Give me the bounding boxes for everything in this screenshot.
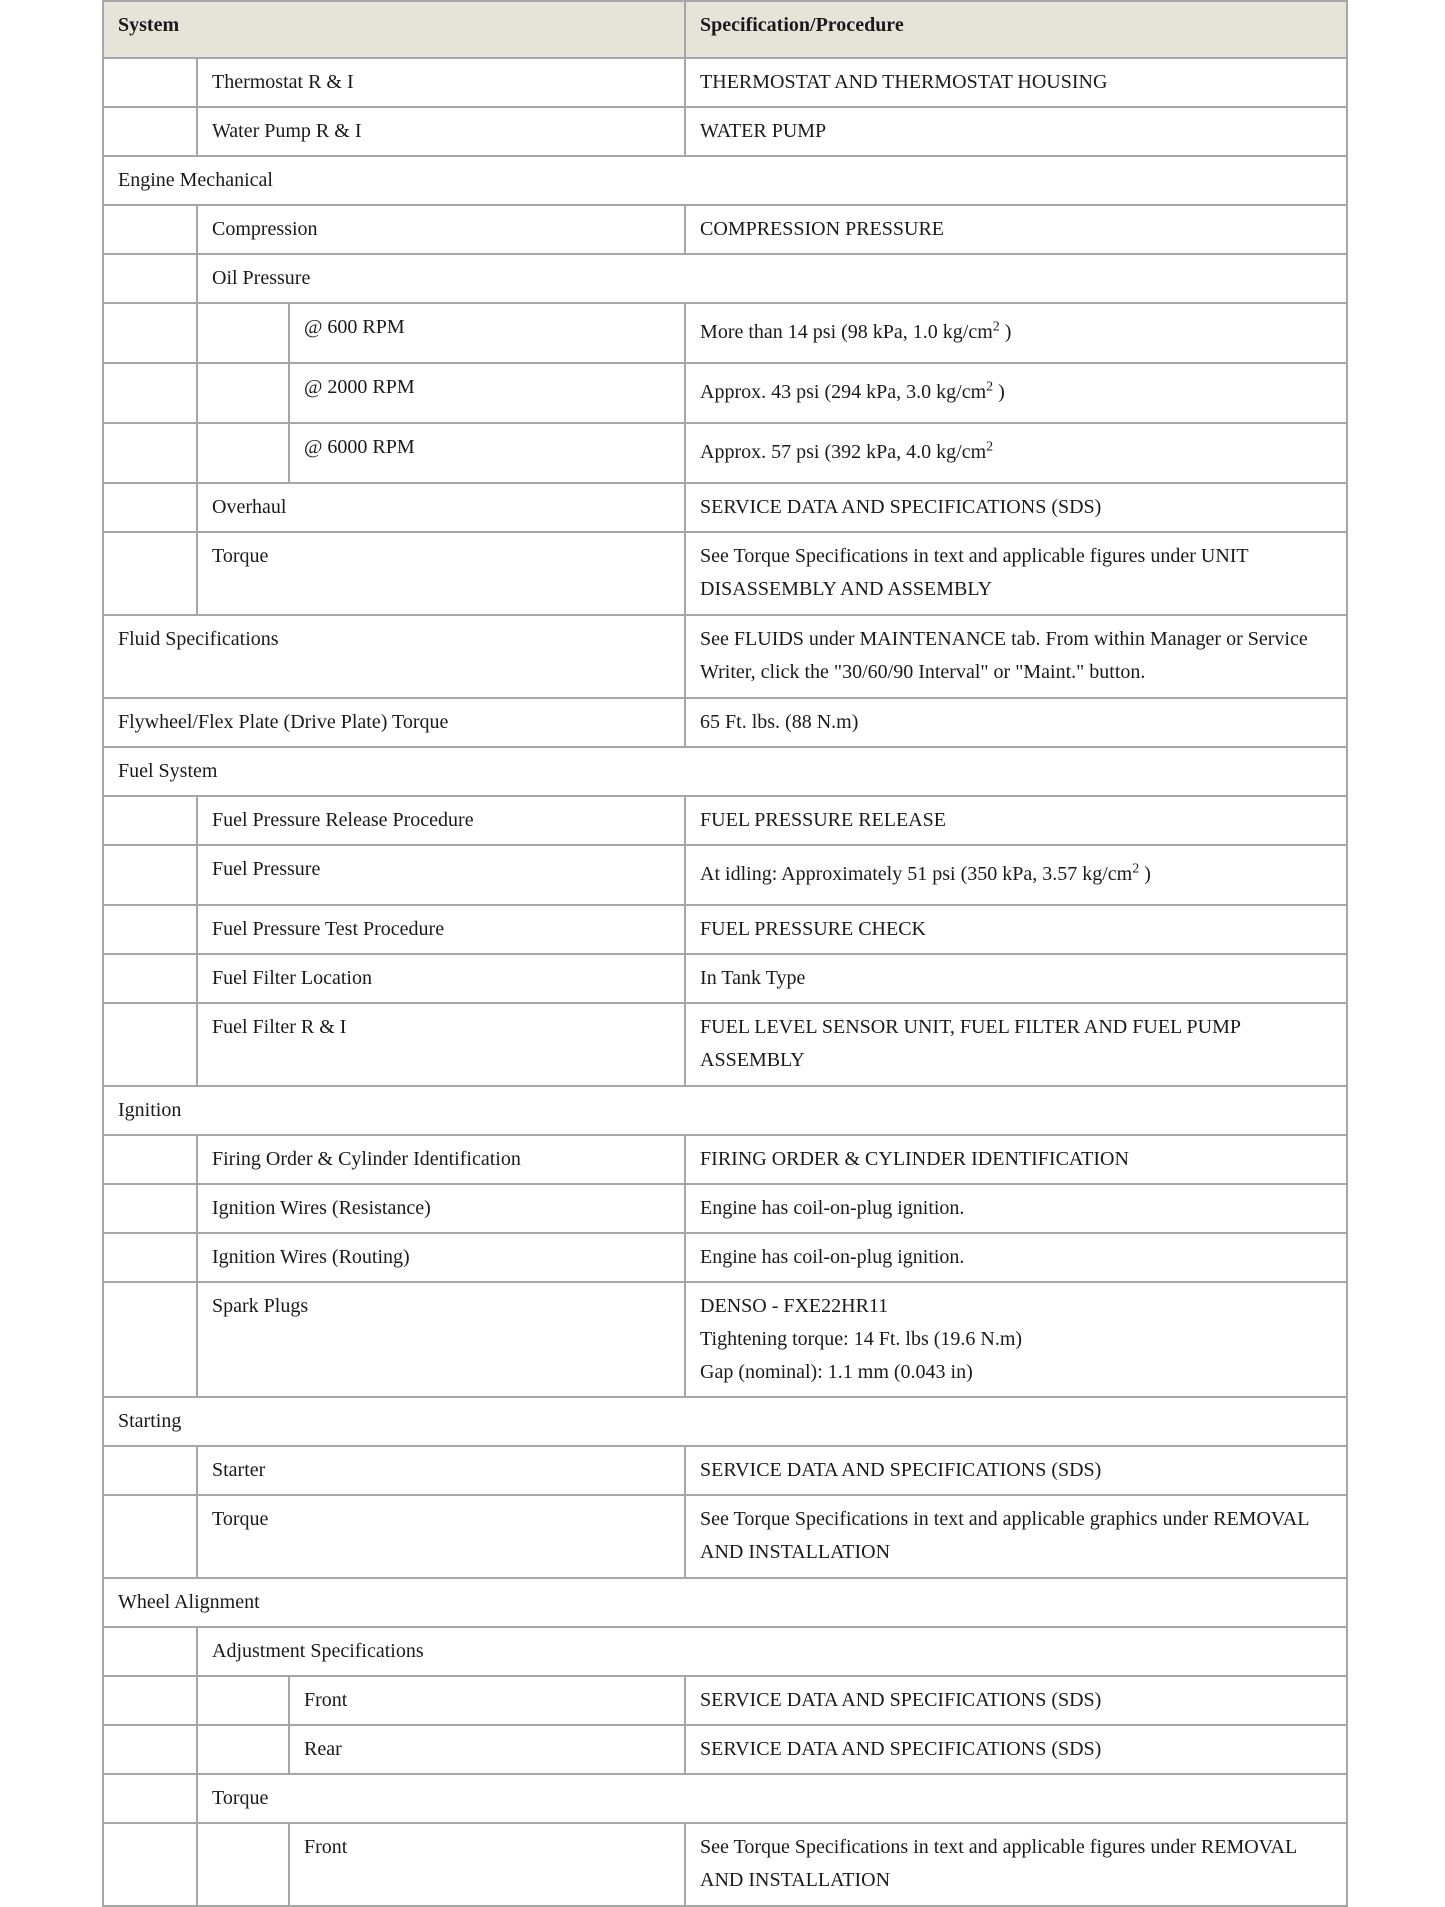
table-row (103, 845, 1347, 905)
spec-cell: In Tank Type (685, 954, 1347, 1003)
table-row (103, 363, 1347, 423)
spec-cell: Engine has coil-on-plug ignition. (685, 1233, 1347, 1282)
spec-cell: FUEL LEVEL SENSOR UNIT, FUEL FILTER AND FUEL PUMP ASSEMBLY (685, 1003, 1347, 1086)
table-row (103, 615, 1347, 698)
system-label-cell: @ 2000 RPM (289, 363, 685, 423)
indent-cell (197, 363, 289, 423)
indent-cell (103, 1135, 197, 1184)
indent-cell (103, 532, 197, 615)
spec-text: At idling: Approximately 51 psi (350 kPa, 3.57 kg/cm (700, 863, 1133, 885)
spec-cell: WATER PUMP (685, 107, 1347, 156)
system-label-cell: Adjustment Specifications (197, 1627, 1347, 1676)
table-row (103, 1282, 1347, 1397)
table-row (103, 483, 1347, 532)
indent-cell (103, 1495, 197, 1578)
indent-cell (103, 483, 197, 532)
system-label-cell: Spark Plugs (197, 1282, 685, 1397)
spec-line: DENSO - FXE22HR11 (700, 1295, 889, 1317)
system-label-cell: Oil Pressure (197, 254, 1347, 303)
indent-cell (103, 954, 197, 1003)
indent-cell (103, 1184, 197, 1233)
indent-cell (103, 205, 197, 254)
superscript: 2 (986, 439, 994, 455)
spec-cell: FIRING ORDER & CYLINDER IDENTIFICATION (685, 1135, 1347, 1184)
system-label-cell: Front (289, 1823, 685, 1906)
system-column-header: System (103, 1, 685, 58)
indent-cell (103, 1233, 197, 1282)
superscript: 2 (992, 319, 1000, 335)
system-label-cell: Torque (197, 1774, 1347, 1823)
system-label-cell: Wheel Alignment (103, 1578, 1347, 1627)
system-label-cell: Ignition Wires (Routing) (197, 1233, 685, 1282)
system-label-cell: Fuel Filter R & I (197, 1003, 685, 1086)
spec-text: More than 14 psi (98 kPa, 1.0 kg/cm (700, 321, 993, 343)
system-label-cell: Rear (289, 1725, 685, 1774)
system-label-cell: Torque (197, 532, 685, 615)
system-label-cell: Starter (197, 1446, 685, 1495)
system-label-cell: Fluid Specifications (103, 615, 685, 698)
indent-cell (103, 423, 197, 483)
indent-cell (103, 303, 197, 363)
table-row (103, 1725, 1347, 1774)
indent-cell (197, 1676, 289, 1725)
system-label-cell: Ignition Wires (Resistance) (197, 1184, 685, 1233)
system-label-cell: Torque (197, 1495, 685, 1578)
indent-cell (103, 1774, 197, 1823)
system-label-cell: Fuel Filter Location (197, 954, 685, 1003)
indent-cell (103, 1003, 197, 1086)
superscript: 2 (1132, 861, 1140, 877)
table-row (103, 156, 1347, 205)
system-label-cell: @ 600 RPM (289, 303, 685, 363)
system-label-cell: Firing Order & Cylinder Identification (197, 1135, 685, 1184)
table-row (103, 1086, 1347, 1135)
spec-cell: See Torque Specifications in text and applicable figures under UNIT DISASSEMBLY AND ASSEMBLY (685, 532, 1347, 615)
spec-cell: SERVICE DATA AND SPECIFICATIONS (SDS) (685, 1446, 1347, 1495)
indent-cell (103, 1676, 197, 1725)
spec-cell (685, 363, 1347, 423)
indent-cell (103, 845, 197, 905)
specifications-table (102, 0, 1348, 1907)
table-body (103, 58, 1347, 1906)
indent-cell (103, 1725, 197, 1774)
table-row (103, 1184, 1347, 1233)
spec-text: Approx. 43 psi (294 kPa, 3.0 kg/cm (700, 381, 987, 403)
table-row (103, 254, 1347, 303)
table-row (103, 1495, 1347, 1578)
spec-cell: 65 Ft. lbs. (88 N.m) (685, 698, 1347, 747)
table-row (103, 1233, 1347, 1282)
table-row (103, 1003, 1347, 1086)
spec-text-suffix: ) (993, 381, 1005, 403)
indent-cell (103, 58, 197, 107)
spec-cell (685, 1282, 1347, 1397)
indent-cell (103, 796, 197, 845)
spec-cell: SERVICE DATA AND SPECIFICATIONS (SDS) (685, 1725, 1347, 1774)
system-label-cell: Fuel Pressure Test Procedure (197, 905, 685, 954)
table-row (103, 747, 1347, 796)
table-row (103, 107, 1347, 156)
table-row (103, 205, 1347, 254)
system-label-cell: @ 6000 RPM (289, 423, 685, 483)
system-label-cell: Fuel Pressure (197, 845, 685, 905)
indent-cell (103, 1823, 197, 1906)
spec-cell: SERVICE DATA AND SPECIFICATIONS (SDS) (685, 1676, 1347, 1725)
indent-cell (103, 905, 197, 954)
system-label-cell: Overhaul (197, 483, 685, 532)
spec-cell: See Torque Specifications in text and applicable figures under REMOVAL AND INSTALLATION (685, 1823, 1347, 1906)
table-row (103, 1823, 1347, 1906)
spec-cell: See Torque Specifications in text and applicable graphics under REMOVAL AND INSTALLATION (685, 1495, 1347, 1578)
system-label-cell: Engine Mechanical (103, 156, 1347, 205)
spec-cell: See FLUIDS under MAINTENANCE tab. From within Manager or Service Writer, click the "30/60/90 Interval" or "Maint." button. (685, 615, 1347, 698)
spec-cell: FUEL PRESSURE CHECK (685, 905, 1347, 954)
spec-cell: THERMOSTAT AND THERMOSTAT HOUSING (685, 58, 1347, 107)
table-row (103, 698, 1347, 747)
system-label-cell: Thermostat R & I (197, 58, 685, 107)
table-row (103, 1578, 1347, 1627)
indent-cell (197, 303, 289, 363)
system-label-cell: Starting (103, 1397, 1347, 1446)
spec-cell (685, 845, 1347, 905)
system-label-cell: Ignition (103, 1086, 1347, 1135)
table-row (103, 905, 1347, 954)
system-label-cell: Fuel System (103, 747, 1347, 796)
indent-cell (103, 1282, 197, 1397)
header-row (103, 1, 1347, 58)
table-row (103, 1446, 1347, 1495)
spec-cell: COMPRESSION PRESSURE (685, 205, 1347, 254)
system-label-cell: Flywheel/Flex Plate (Drive Plate) Torque (103, 698, 685, 747)
spec-cell: FUEL PRESSURE RELEASE (685, 796, 1347, 845)
indent-cell (103, 363, 197, 423)
indent-cell (103, 107, 197, 156)
table-row (103, 532, 1347, 615)
spec-cell: Engine has coil-on-plug ignition. (685, 1184, 1347, 1233)
table-row (103, 1676, 1347, 1725)
indent-cell (103, 1446, 197, 1495)
spec-text-suffix: ) (1139, 863, 1151, 885)
indent-cell (197, 1725, 289, 1774)
system-label-cell: Compression (197, 205, 685, 254)
spec-column-header: Specification/Procedure (685, 1, 1347, 58)
indent-cell (103, 254, 197, 303)
system-label-cell: Front (289, 1676, 685, 1725)
spec-line: Gap (nominal): 1.1 mm (0.043 in) (700, 1361, 973, 1383)
table-row (103, 423, 1347, 483)
spec-text: Approx. 57 psi (392 kPa, 4.0 kg/cm (700, 441, 987, 463)
spec-cell (685, 423, 1347, 483)
indent-cell (197, 1823, 289, 1906)
spec-text-suffix: ) (999, 321, 1012, 343)
table-row (103, 1627, 1347, 1676)
system-label-cell: Water Pump R & I (197, 107, 685, 156)
spec-cell: SERVICE DATA AND SPECIFICATIONS (SDS) (685, 483, 1347, 532)
table-row (103, 303, 1347, 363)
spec-line: Tightening torque: 14 Ft. lbs (19.6 N.m) (700, 1328, 1023, 1350)
indent-cell (103, 1627, 197, 1676)
table-row (103, 58, 1347, 107)
table-row (103, 954, 1347, 1003)
superscript: 2 (986, 379, 994, 395)
table-row (103, 1135, 1347, 1184)
table-row (103, 796, 1347, 845)
spec-cell (685, 303, 1347, 363)
table-row (103, 1397, 1347, 1446)
system-label-cell: Fuel Pressure Release Procedure (197, 796, 685, 845)
table-row (103, 1774, 1347, 1823)
indent-cell (197, 423, 289, 483)
